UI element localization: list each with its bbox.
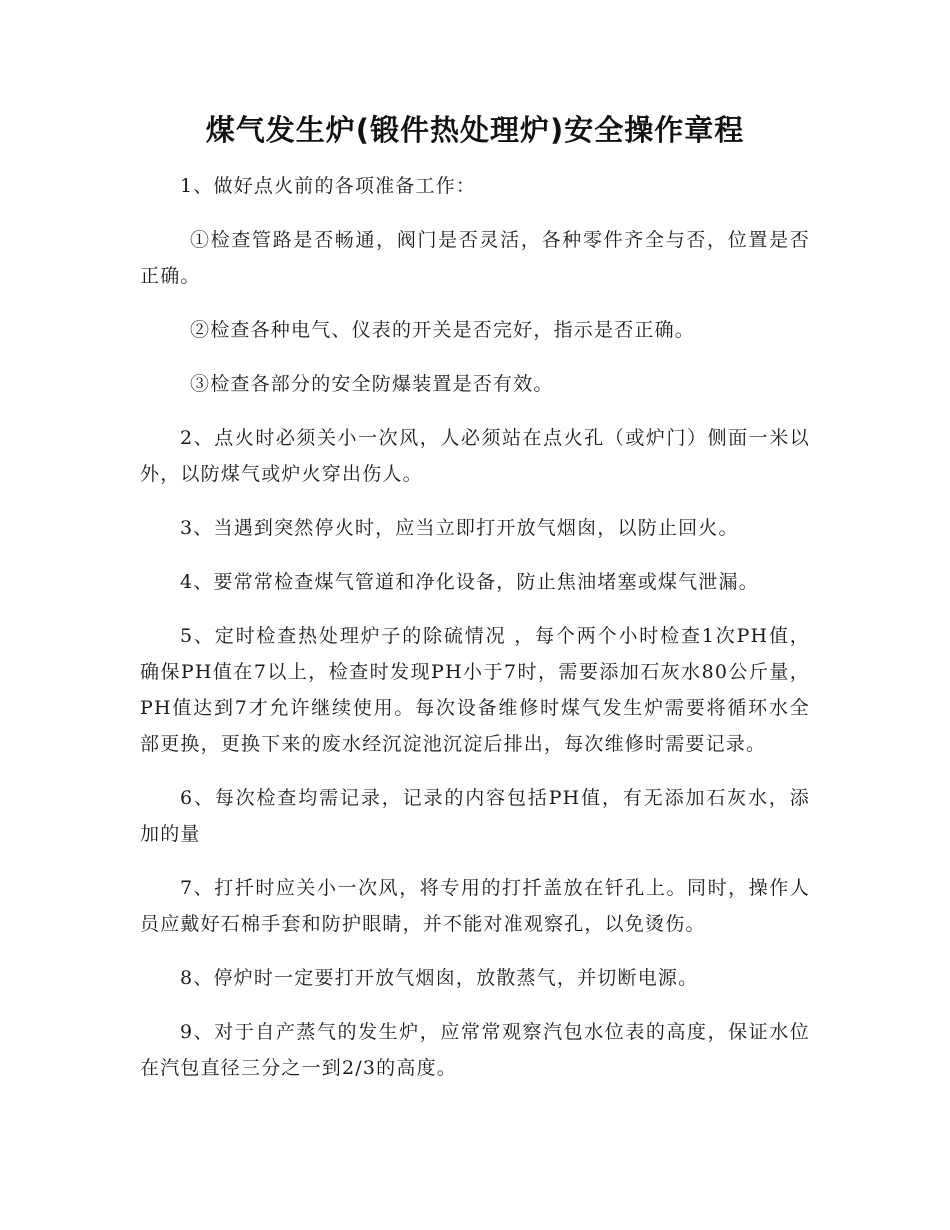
paragraph-1: 1、做好点火前的各项准备工作： — [180, 175, 477, 197]
paragraph-7: 7、打扦时应关小一次风，将专用的打扦盖放在钎孔上。同时，操作人员应戴好石棉手套和防护眼睛，并不能对准观察孔，以免烫伤。 — [140, 877, 810, 935]
document-title: 煤气发生炉(锻件热处理炉)安全操作章程 — [205, 113, 745, 147]
paragraph-1-item-3: ③检查各部分的安全防爆装置是否有效。 — [190, 373, 554, 395]
paragraph-6: 6、每次检查均需记录，记录的内容包括PH值，有无添加石灰水，添加的量 — [140, 787, 810, 845]
paragraph-5: 5、定时检查热处理炉子的除硫情况 ，每个两个小时检查1次PH值，确保PH值在7以上，检查时发现PH小于7时，需要添加石灰水80公斤量，PH值达到7才允许继续使用。每次设备维修时煤气发生炉需要将循环水全部更换，更换下来的废水经沉淀池沉淀后排出，每次维修时需要记录。 — [140, 625, 810, 755]
paragraph-8: 8、停炉时一定要打开放气烟囱，放散蒸气，并切断电源。 — [180, 967, 699, 989]
paragraph-2: 2、点火时必须关小一次风，人必须站在点火孔（或炉门）侧面一米以外，以防煤气或炉火穿出伤人。 — [140, 427, 810, 485]
paragraph-3: 3、当遇到突然停火时，应当立即打开放气烟囱，以防止回火。 — [180, 517, 739, 539]
paragraph-4: 4、要常常检查煤气管道和净化设备，防止焦油堵塞或煤气泄漏。 — [180, 571, 759, 593]
paragraph-1-item-2: ②检查各种电气、仪表的开关是否完好，指示是否正确。 — [190, 319, 696, 341]
paragraph-1-item-1: ①检查管路是否畅通，阀门是否灵活，各种零件齐全与否，位置是否正确。 — [140, 229, 810, 287]
paragraph-9: 9、对于自产蒸气的发生炉，应常常观察汽包水位表的高度，保证水位在汽包直径三分之一到2/3的高度。 — [140, 1021, 810, 1079]
document-body — [140, 168, 810, 1086]
